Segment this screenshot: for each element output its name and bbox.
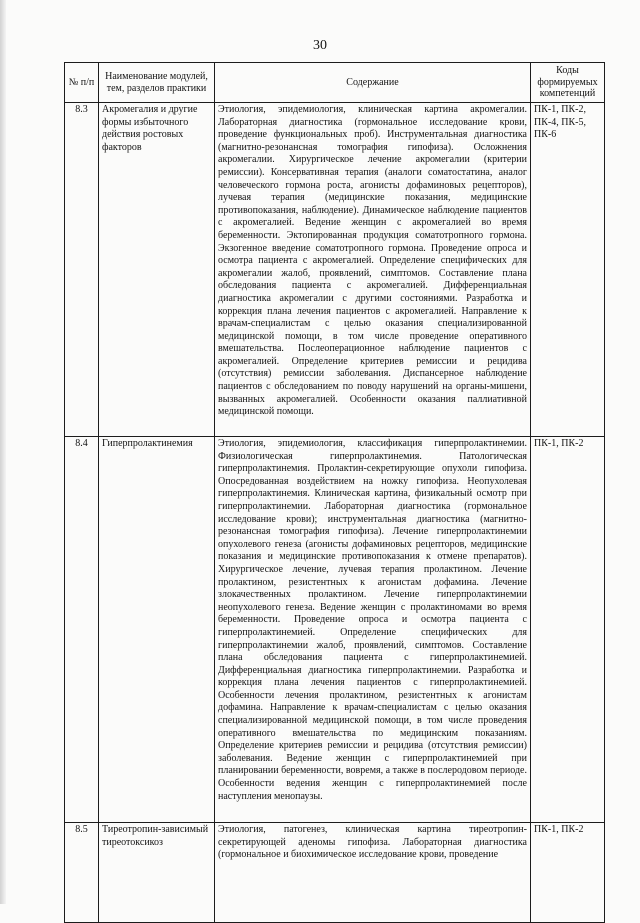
row-number: 8.4 <box>65 437 99 823</box>
header-module-name: Наименование модулей, тем, разделов практики <box>99 63 215 103</box>
module-content: Этиология, патогенез, клиническая картина тиреотропин-секретирующей аденомы гипофиза. Лабораторная диагностика (гормональное и биохимическое исследование крови, проведение <box>215 823 531 923</box>
table-row <box>65 103 605 437</box>
page-number: 30 <box>313 38 327 53</box>
competency-codes: ПК-1, ПК-2, ПК-4, ПК-5, ПК-6 <box>531 103 605 437</box>
module-content: Этиология, эпидемиология, классификация гиперпролактинемии. Физиологическая гиперпролактинемия. Патологическая гиперпролактинемия. Пролактин-секретирующие опухоли гипофиза. Опосредованная воздействием на ножку гипофиза. Неопухолевая гиперпролактинемия. Клиническая картина, физикальный осмотр при гиперпролактинемии. Лабораторная диагностика (гормональное исследование крови); инструментальная диагностика (магнитно-резонансная томография гипофиза). Лечение гиперпролактинемии опухолевого генеза (агонисты дофаминовых рецепторов, медицинские показания и медицинские противопоказания к отмене препаратов). Хирургическое лечение, лучевая терапия пролактином. Лечение пролактином, резистентных к агонистам дофамина. Лечение злокачественных пролактином. Лечение гиперпролактинемии неопухолевого генеза. Ведение женщин с пролактиномами во время беременности. Проведение опроса и осмотра пациента с гиперпролактинемией. Определение специфических для гиперпролактинемии жалоб, проявлений, симптомов. Составление плана обследования пациента с гиперпролактинемией. Дифференциальная диагностика гиперпролактинемии. Разработка и коррекция плана лечения пациентов с гиперпролактинемией. Особенности лечения пролактином, резистентных к агонистам дофамина. Направление к врачам-специалистам с целью оказания специализированной медицинской помощи, в том числе проведения оперативного вмешательства по медицинским показаниям. Определение критериев ремиссии и рецидива (отсутствия ремиссии) заболевания. Ведение женщин с гиперпролактинемией при планировании беременности, вовремя, а также в послеродовом периоде. Особенности ведения женщин с гиперпролактинемией после наступления менопаузы. <box>215 437 531 823</box>
table-header-row <box>65 63 605 103</box>
scan-edge <box>0 0 6 904</box>
table-row <box>65 437 605 823</box>
row-number: 8.3 <box>65 103 99 437</box>
curriculum-table <box>64 62 605 923</box>
header-competency-codes: Коды формируемых компетенций <box>531 63 605 103</box>
header-content: Содержание <box>215 63 531 103</box>
table-row <box>65 823 605 923</box>
module-name: Гиперпролактинемия <box>99 437 215 823</box>
competency-codes: ПК-1, ПК-2 <box>531 823 605 923</box>
module-content: Этиология, эпидемиология, клиническая картина акромегалии. Лабораторная диагностика (гормональное исследование крови, проведение функциональных проб). Инструментальная диагностика (магнитно-резонансная томография гипофиза). Осложнения акромегалии. Хирургическое лечение акромегалии (критерии ремиссии). Консервативная терапия (аналоги соматостатина, аналог человеческого гормона роста, агонисты дофаминовых рецепторов), лучевая терапия (медицинские показания, медицинские противопоказания, наблюдение). Динамическое наблюдение пациентов с акромегалией. Ведение женщин с акромегалией во время беременности. Эктопированная продукция соматотропного гормона. Экзогенное введение соматотропного гормона. Проведение опроса и осмотра пациента с акромегалией. Определение специфических для акромегалии жалоб, проявлений, симптомов. Составление плана обследования пациента с акромегалией. Дифференциальная диагностика акромегалии с другими состояниями. Разработка и коррекция плана лечения пациентов с акромегалией. Направление к врачам-специалистам с целью оказания специализированной медицинской помощи, в том числе проведение оперативного вмешательства. Послеоперационное наблюдение пациентов с акромегалией. Определение критериев ремиссии и рецидива (отсутствия) ремиссии заболевания. Диспансерное наблюдение пациентов с обследованием по поводу нарушений на органы-мишени, вызванных акромегалией. Особенности оказания паллиативной медицинской помощи. <box>215 103 531 437</box>
header-number: № п/п <box>65 63 99 103</box>
module-name: Акромегалия и другие формы избыточного действия ростовых факторов <box>99 103 215 437</box>
module-name: Тиреотропин-зависимый тиреотоксикоз <box>99 823 215 923</box>
competency-codes: ПК-1, ПК-2 <box>531 437 605 823</box>
row-number: 8.5 <box>65 823 99 923</box>
